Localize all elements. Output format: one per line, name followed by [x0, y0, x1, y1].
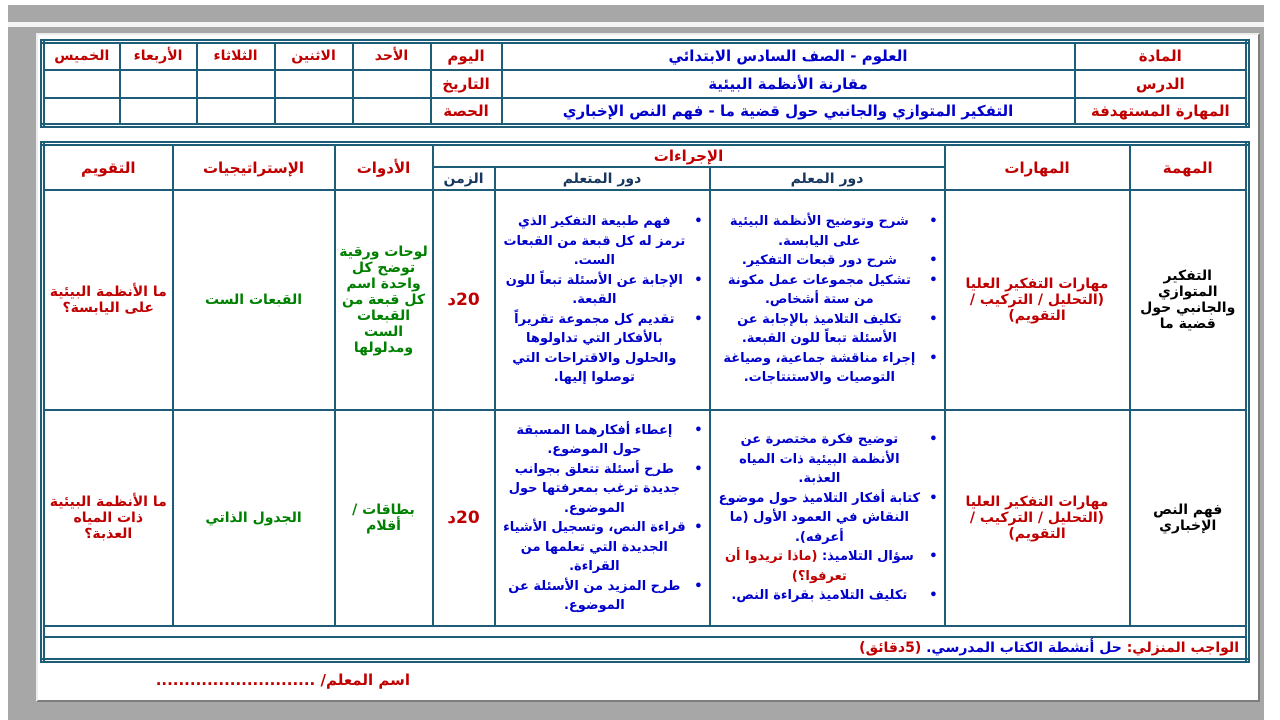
header-tools: الأدوات	[335, 144, 433, 191]
period-cell-sunday	[353, 98, 431, 126]
date-cell-monday	[275, 70, 353, 98]
bullet-icon: •	[929, 272, 938, 288]
task-cell: فهم النص الإخباري	[1130, 410, 1248, 626]
bullet-icon: •	[929, 253, 938, 269]
homework-time: (5دقائق)	[859, 640, 922, 656]
date-cell-thursday	[43, 70, 120, 98]
list-item: • تقديم كل مجموعة تقريراً بالأفكار التي تداولوها والحلول والاقتراحات التي توصلوا إليها.	[512, 311, 703, 386]
bullet-icon: •	[694, 578, 703, 594]
table-row	[43, 190, 1248, 410]
tools-cell: بطاقات / أقلام	[335, 410, 433, 626]
page-frame	[8, 5, 1264, 720]
list-item: • شرح وتوضيح الأنظمة البيئية على اليابسة.	[729, 214, 938, 249]
list-item: • إعطاء أفكارهما المسبقة حول الموضوع.	[516, 422, 703, 457]
date-cell-wednesday	[120, 70, 197, 98]
time-cell: 20د	[433, 410, 495, 626]
bullet-icon: •	[694, 272, 703, 288]
document-page	[36, 33, 1260, 702]
day-monday: الاثنين	[275, 42, 353, 70]
evaluation-cell: ما الأنظمة البيئية على اليابسة؟	[43, 190, 173, 410]
bullet-icon: •	[929, 214, 938, 230]
target-skill-value: التفكير المتوازي والجانبي حول قضية ما - فهم النص الإخباري	[502, 98, 1075, 126]
header-evaluation: التقويم	[43, 144, 173, 191]
homework-row	[43, 637, 1248, 661]
list-item: • تشكيل مجموعات عمل مكونة من ستة أشخاص.	[727, 272, 938, 308]
bullet-icon: •	[929, 490, 938, 506]
day-sunday: الأحد	[353, 42, 431, 70]
list-item: • الإجابة عن الأسئلة تبعاً للون القبعة.	[505, 272, 703, 308]
bullet-icon: •	[694, 214, 703, 230]
tools-cell: لوحات ورقية توضح كل واحدة اسم كل قبعة من القبعات الست ومدلولها	[335, 190, 433, 410]
list-item: • قراءة النص، وتسجيل الأشياء الجديدة التي تعلمها من القراءة.	[503, 520, 703, 574]
list-item: • توضيح فكرة مختصرة عن الأنظمة البيئية ذات المياه العذبة.	[739, 432, 938, 487]
list-item: • فهم طبيعة التفكير الذي ترمز له كل قبعة من القبعات الست.	[503, 214, 703, 269]
bullet-icon: •	[694, 422, 703, 438]
subject-value: العلوم - الصف السادس الابتدائي	[502, 42, 1075, 70]
learner-role-cell	[495, 410, 710, 626]
info-row-subject	[43, 42, 1248, 70]
period-cell-tuesday	[197, 98, 275, 126]
homework-text: حل أنشطة الكتاب المدرسي.	[921, 640, 1127, 656]
day-label: اليوم	[431, 42, 502, 70]
period-cell-wednesday	[120, 98, 197, 126]
period-cell-monday	[275, 98, 353, 126]
teacher-name-line: اسم المعلم/ ............................	[155, 671, 410, 689]
lesson-plan-table	[40, 141, 1250, 663]
homework-label: الواجب المنزلي:	[1126, 640, 1239, 656]
header-row-top	[43, 144, 1248, 168]
lesson-value: مقارنة الأنظمة البيئية	[502, 70, 1075, 98]
teacher-role-cell	[710, 190, 945, 410]
day-thursday: الخميس	[43, 42, 120, 70]
day-wednesday: الأربعاء	[120, 42, 197, 70]
spacer-cell	[43, 626, 1248, 637]
info-row-lesson	[43, 70, 1248, 98]
bullet-icon: •	[694, 311, 703, 327]
bullet-icon: •	[929, 311, 938, 327]
header-procedures: الإجراءات	[433, 144, 945, 168]
teacher-role-cell	[710, 410, 945, 626]
list-item: • كتابة أفكار التلاميذ حول موضوع النقاش في العمود الأول (ما أعرفه).	[718, 490, 938, 545]
header-skills: المهارات	[945, 144, 1130, 191]
time-cell: 20د	[433, 190, 495, 410]
spacer-row	[43, 626, 1248, 637]
lesson-info-table	[40, 39, 1250, 128]
header-strategies: الإستراتيجيات	[173, 144, 335, 191]
list-item: • سؤال التلاميذ: (ماذا تريدوا أن تعرفوا؟)	[724, 549, 938, 584]
bullet-icon: •	[929, 350, 938, 366]
task-cell: التفكير المتوازي والجانبي حول قضية ما	[1130, 190, 1248, 410]
bullet-icon: •	[694, 461, 703, 477]
bullet-icon: •	[694, 520, 703, 535]
header-learner-role: دور المتعلم	[495, 167, 710, 190]
homework-cell	[43, 637, 1248, 661]
day-tuesday: الثلاثاء	[197, 42, 275, 70]
frame-highlight-line	[8, 22, 1264, 27]
strategy-cell: القبعات الست	[173, 190, 335, 410]
strategy-cell: الجدول الذاتي	[173, 410, 335, 626]
header-time: الزمن	[433, 167, 495, 190]
list-item: • تكليف التلاميذ بقراءة النص.	[717, 586, 938, 606]
date-label: التاريخ	[431, 70, 502, 98]
list-item: • إجراء مناقشة جماعية، وصياغة التوصيات والاستنتاجات.	[723, 350, 938, 386]
bullet-icon: •	[929, 588, 938, 604]
target-skill-label: المهارة المستهدفة	[1075, 98, 1248, 126]
lesson-label: الدرس	[1075, 70, 1248, 98]
list-item: • تكليف التلاميذ بالإجابة عن الأسئلة تبعاً للون القبعة.	[737, 311, 938, 347]
bullet-icon: •	[929, 432, 938, 448]
period-label: الحصة	[431, 98, 502, 126]
header-teacher-role: دور المعلم	[710, 167, 945, 190]
learner-role-cell	[495, 190, 710, 410]
subject-label: المادة	[1075, 42, 1248, 70]
bullet-icon: •	[929, 549, 938, 565]
evaluation-cell: ما الأنظمة البيئية ذات المياه العذبة؟	[43, 410, 173, 626]
table-row	[43, 410, 1248, 626]
list-item: • شرح دور قبعات التفكير.	[717, 251, 938, 271]
period-cell-thursday	[43, 98, 120, 126]
date-cell-tuesday	[197, 70, 275, 98]
header-task: المهمة	[1130, 144, 1248, 191]
info-row-skill	[43, 98, 1248, 126]
list-item: • طرح أسئلة تتعلق بجوانب جديدة ترغب بمعرفتها حول الموضوع.	[508, 461, 703, 516]
document-content	[38, 35, 1258, 700]
list-item: • طرح المزيد من الأسئلة عن الموضوع.	[508, 578, 703, 613]
skills-cell: مهارات التفكير العليا (التحليل / التركيب / التقويم)	[945, 410, 1130, 626]
date-cell-sunday	[353, 70, 431, 98]
skills-cell: مهارات التفكير العليا (التحليل / التركيب / التقويم)	[945, 190, 1130, 410]
